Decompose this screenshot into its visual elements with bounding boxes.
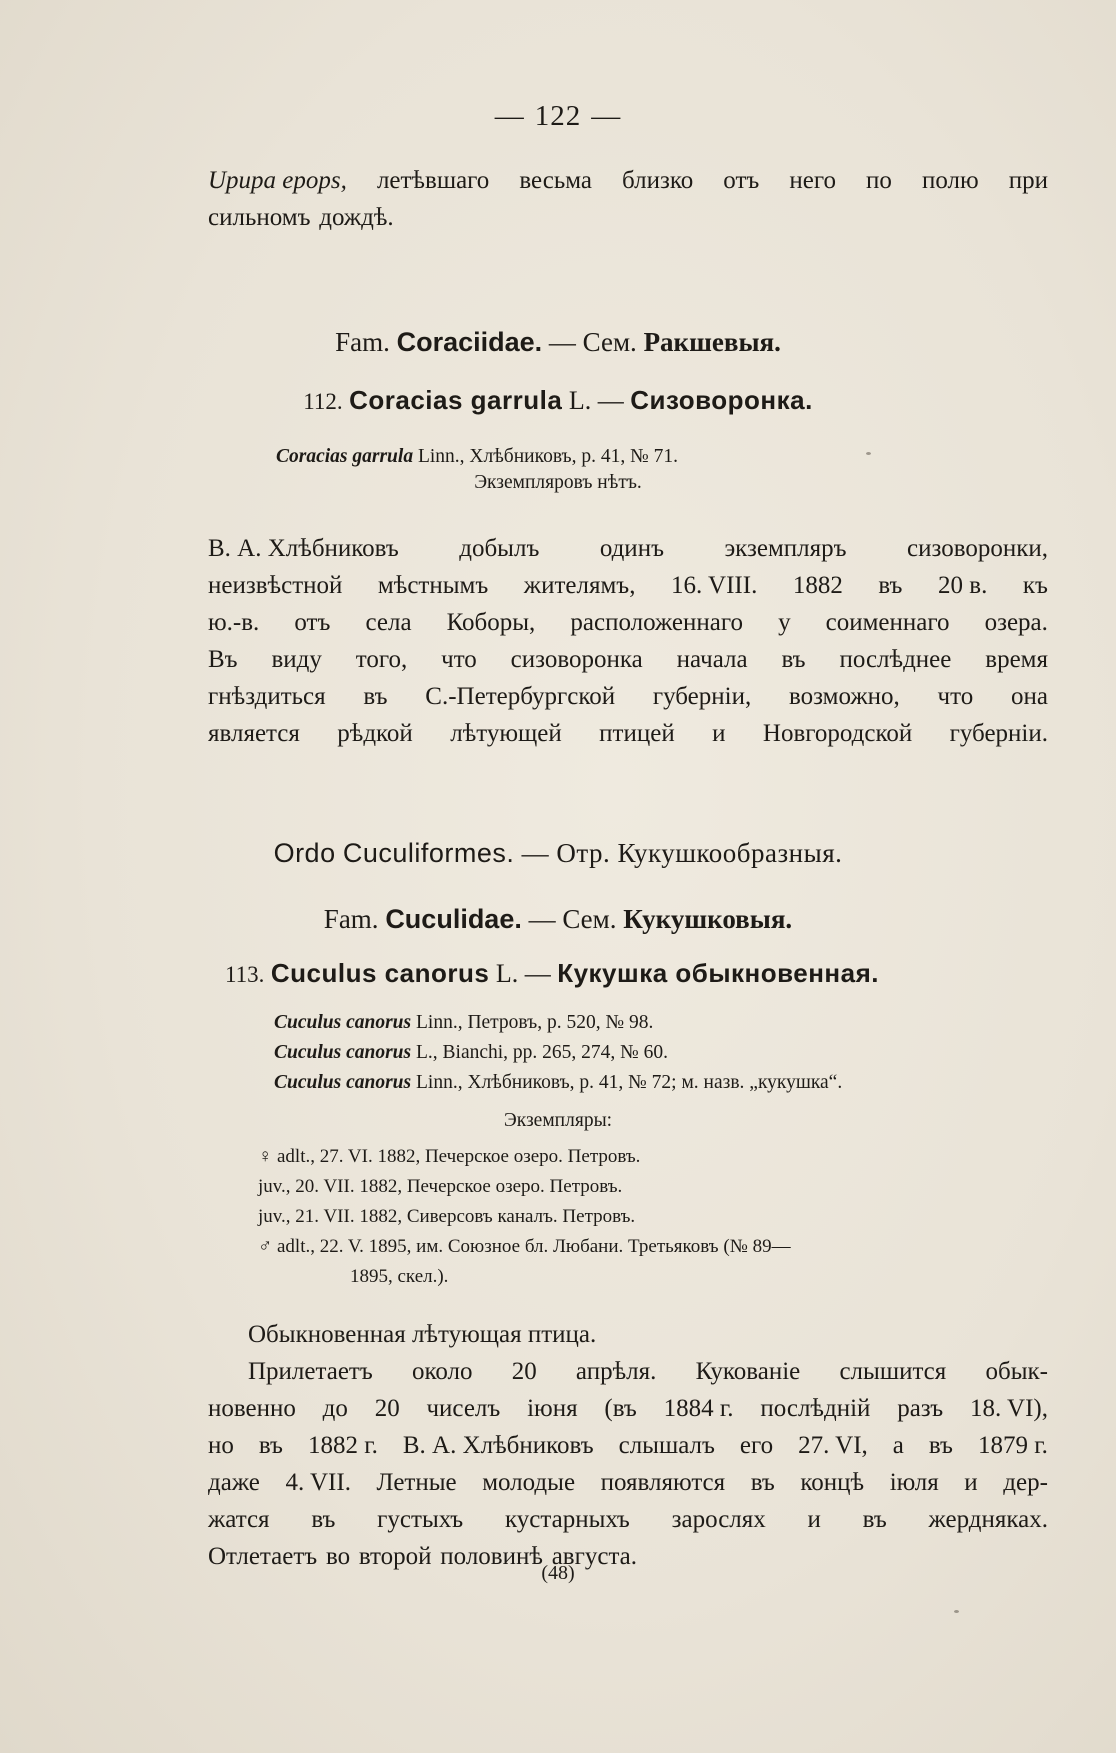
text-line (208, 1353, 1048, 1390)
reference-113-3: Cuculus canorus Linn., Хлѣбниковъ, р. 41, № 72; м. назв. „кукушка“. (274, 1072, 843, 1093)
word: половинѣ (440, 1543, 543, 1570)
word: 1882 (792, 572, 843, 599)
word: него (789, 167, 836, 194)
word: полю (921, 167, 979, 194)
word: она (1010, 683, 1048, 710)
word: 1879 г. (977, 1432, 1048, 1459)
word: обык- (985, 1358, 1048, 1385)
specimen-item: ♀ adlt., 27. VI. 1882, Печерское озеро. Петровъ. (258, 1146, 641, 1167)
word: отъ (294, 609, 331, 636)
word: жердняках. (928, 1506, 1048, 1533)
word: озера. (984, 609, 1048, 636)
word: по (866, 167, 892, 194)
word: того, (355, 646, 408, 673)
word: является (208, 720, 300, 747)
word: 1884 г. (663, 1395, 734, 1422)
word: птицей (599, 720, 675, 747)
text-line (208, 1390, 1048, 1427)
word: Въ (208, 646, 238, 673)
specimen-item-continued: 1895, скел.). (350, 1266, 449, 1287)
paper-speck (954, 1610, 959, 1613)
species-heading-113: 113. Cuculus canorus L. — Кукушка обыкновенная. (224, 958, 879, 988)
word: 1882 г. (307, 1432, 378, 1459)
word: во (325, 1543, 351, 1570)
word: возможно, (789, 683, 900, 710)
word: іюля (889, 1469, 939, 1496)
word: молодые (482, 1469, 576, 1496)
word: въ (363, 683, 388, 710)
specimens-list (258, 1142, 1058, 1292)
word: новенно (208, 1395, 296, 1422)
text-line (208, 678, 1048, 715)
word: весьма (519, 167, 592, 194)
word: ю.-в. (208, 609, 260, 636)
word: къ (1022, 572, 1048, 599)
word: рѣдкой (337, 720, 413, 747)
word: въ (928, 1432, 953, 1459)
word: густыхъ (377, 1506, 464, 1533)
word: около (411, 1358, 473, 1385)
word: Летные (376, 1469, 457, 1496)
word: одинъ (599, 535, 664, 562)
text-line (208, 1316, 1048, 1353)
word: села (365, 609, 412, 636)
word: въ (878, 572, 903, 599)
word: концѣ (800, 1469, 865, 1496)
word: соименнаго (825, 609, 950, 636)
word: близко (622, 167, 694, 194)
word: кустарныхъ (504, 1506, 630, 1533)
word: Обыкновенная лѣтующая птица. (248, 1321, 597, 1348)
text-line (208, 715, 1048, 752)
specimens-title: Экземпляры: (503, 1110, 613, 1131)
word: при (1008, 167, 1048, 194)
text-line (208, 1501, 1048, 1538)
paragraph-112 (208, 530, 1048, 752)
word: 18. VI), (969, 1395, 1048, 1422)
word: отъ (723, 167, 760, 194)
paragraph-113 (208, 1316, 1048, 1575)
page-number-value: 122 (534, 100, 582, 132)
text-line (208, 1427, 1048, 1464)
family-heading-cuculidae: Fam. Cuculidae. — Сем. Кукушковыя. (323, 904, 793, 934)
word: второй (358, 1543, 432, 1570)
word: время (985, 646, 1048, 673)
word: (въ (604, 1395, 637, 1422)
word: чиселъ (426, 1395, 501, 1422)
word: начала (676, 646, 748, 673)
word: въ (258, 1432, 283, 1459)
word: но (208, 1432, 234, 1459)
word: дер- (1003, 1469, 1048, 1496)
signature-mark: (48) (541, 1562, 575, 1584)
word: 20 (374, 1395, 400, 1422)
word: Коборы, (446, 609, 536, 636)
word: апрѣля. (575, 1358, 657, 1385)
reference-113-2: Cuculus canorus L., Bianchi, рр. 265, 274, № 60. (274, 1042, 669, 1063)
word: послѣдній (760, 1395, 871, 1422)
text-line (208, 162, 1048, 199)
text-line (208, 530, 1048, 567)
page-number: — 122 — (494, 100, 622, 132)
word: мѣстнымъ (377, 572, 489, 599)
word: лѣтующей (450, 720, 562, 747)
reference-112: Coracias garrula Linn., Хлѣбниковъ, р. 41, № 71. (276, 446, 678, 467)
word: что (441, 646, 477, 673)
word: жителямъ, (523, 572, 636, 599)
word: и (964, 1469, 978, 1496)
word: губерніи, (652, 683, 752, 710)
word: въ (750, 1469, 775, 1496)
word: и (807, 1506, 821, 1533)
species-heading-112: 112. Coracias garrula L. — Сизоворонка. (303, 385, 813, 415)
text-line (208, 199, 1048, 236)
word: 27. VI, (798, 1432, 868, 1459)
text-line (208, 604, 1048, 641)
word: августа. (551, 1543, 638, 1570)
reference-113-1: Cuculus canorus Linn., Петровъ, р. 520, № 98. (274, 1012, 654, 1033)
word: сизоворонка (510, 646, 643, 673)
word: 20 в. (938, 572, 988, 599)
word: виду (271, 646, 322, 673)
word: сизоворонки, (907, 535, 1048, 562)
specimen-item: ♂ adlt., 22. V. 1895, им. Союзное бл. Любани. Третьяковъ (№ 89— (258, 1236, 791, 1257)
word: слышится (839, 1358, 947, 1385)
word: летѣвшаго (376, 167, 490, 194)
word: послѣднее (839, 646, 952, 673)
word: зарослях (671, 1506, 766, 1533)
word: 16. VIII. (670, 572, 758, 599)
family-heading-coraciidae: Fam. Coraciidae. — Сем. Ракшевыя. (335, 327, 781, 357)
word: 4. VII. (285, 1469, 351, 1496)
word: Кукованіе (695, 1358, 801, 1385)
word: жатся (208, 1506, 270, 1533)
text-line (208, 1464, 1048, 1501)
word: его (739, 1432, 774, 1459)
word: слышалъ (618, 1432, 715, 1459)
word: и (712, 720, 726, 747)
word: В. А. Хлѣбниковъ (402, 1432, 594, 1459)
word: Отлетаетъ (208, 1543, 318, 1570)
word: іюня (527, 1395, 578, 1422)
word: экземпляръ (724, 535, 847, 562)
word: въ (311, 1506, 336, 1533)
specimens-none: Экземпляровъ нѣтъ. (474, 472, 642, 493)
word: расположеннаго (570, 609, 743, 636)
word: В. А. Хлѣбниковъ (208, 535, 399, 562)
specimen-item: juv., 21. VII. 1882, Сиверсовъ каналъ. Петровъ. (258, 1206, 636, 1227)
word: появляются (600, 1469, 726, 1496)
word: добылъ (459, 535, 540, 562)
word: губерніи. (949, 720, 1048, 747)
word: дождѣ. (319, 204, 394, 231)
word: сильномъ (208, 204, 311, 231)
references-113 (274, 1008, 1074, 1098)
word: а (892, 1432, 904, 1459)
word: въ (781, 646, 806, 673)
specimen-item: juv., 20. VII. 1882, Печерское озеро. Петровъ. (258, 1176, 623, 1197)
text-line (208, 641, 1048, 678)
word: что (937, 683, 974, 710)
word: неизвѣстной (208, 572, 343, 599)
word: даже (208, 1469, 260, 1496)
word: гнѣздиться (208, 683, 326, 710)
order-heading-cuculiformes: Ordo Cuculiformes. — Отр. Кукушкообразныя. (273, 838, 843, 868)
word: до (322, 1395, 348, 1422)
intro-paragraph (208, 162, 1048, 236)
word: С.-Петербургской (425, 683, 616, 710)
word: у (778, 609, 791, 636)
word: Прилетаетъ (248, 1358, 373, 1385)
paper-speck (866, 452, 871, 455)
word: Новгородской (762, 720, 913, 747)
word: въ (862, 1506, 887, 1533)
text-line (208, 567, 1048, 604)
word: разъ (897, 1395, 944, 1422)
word: Upupa epops, (208, 167, 347, 194)
word: 20 (511, 1358, 537, 1385)
